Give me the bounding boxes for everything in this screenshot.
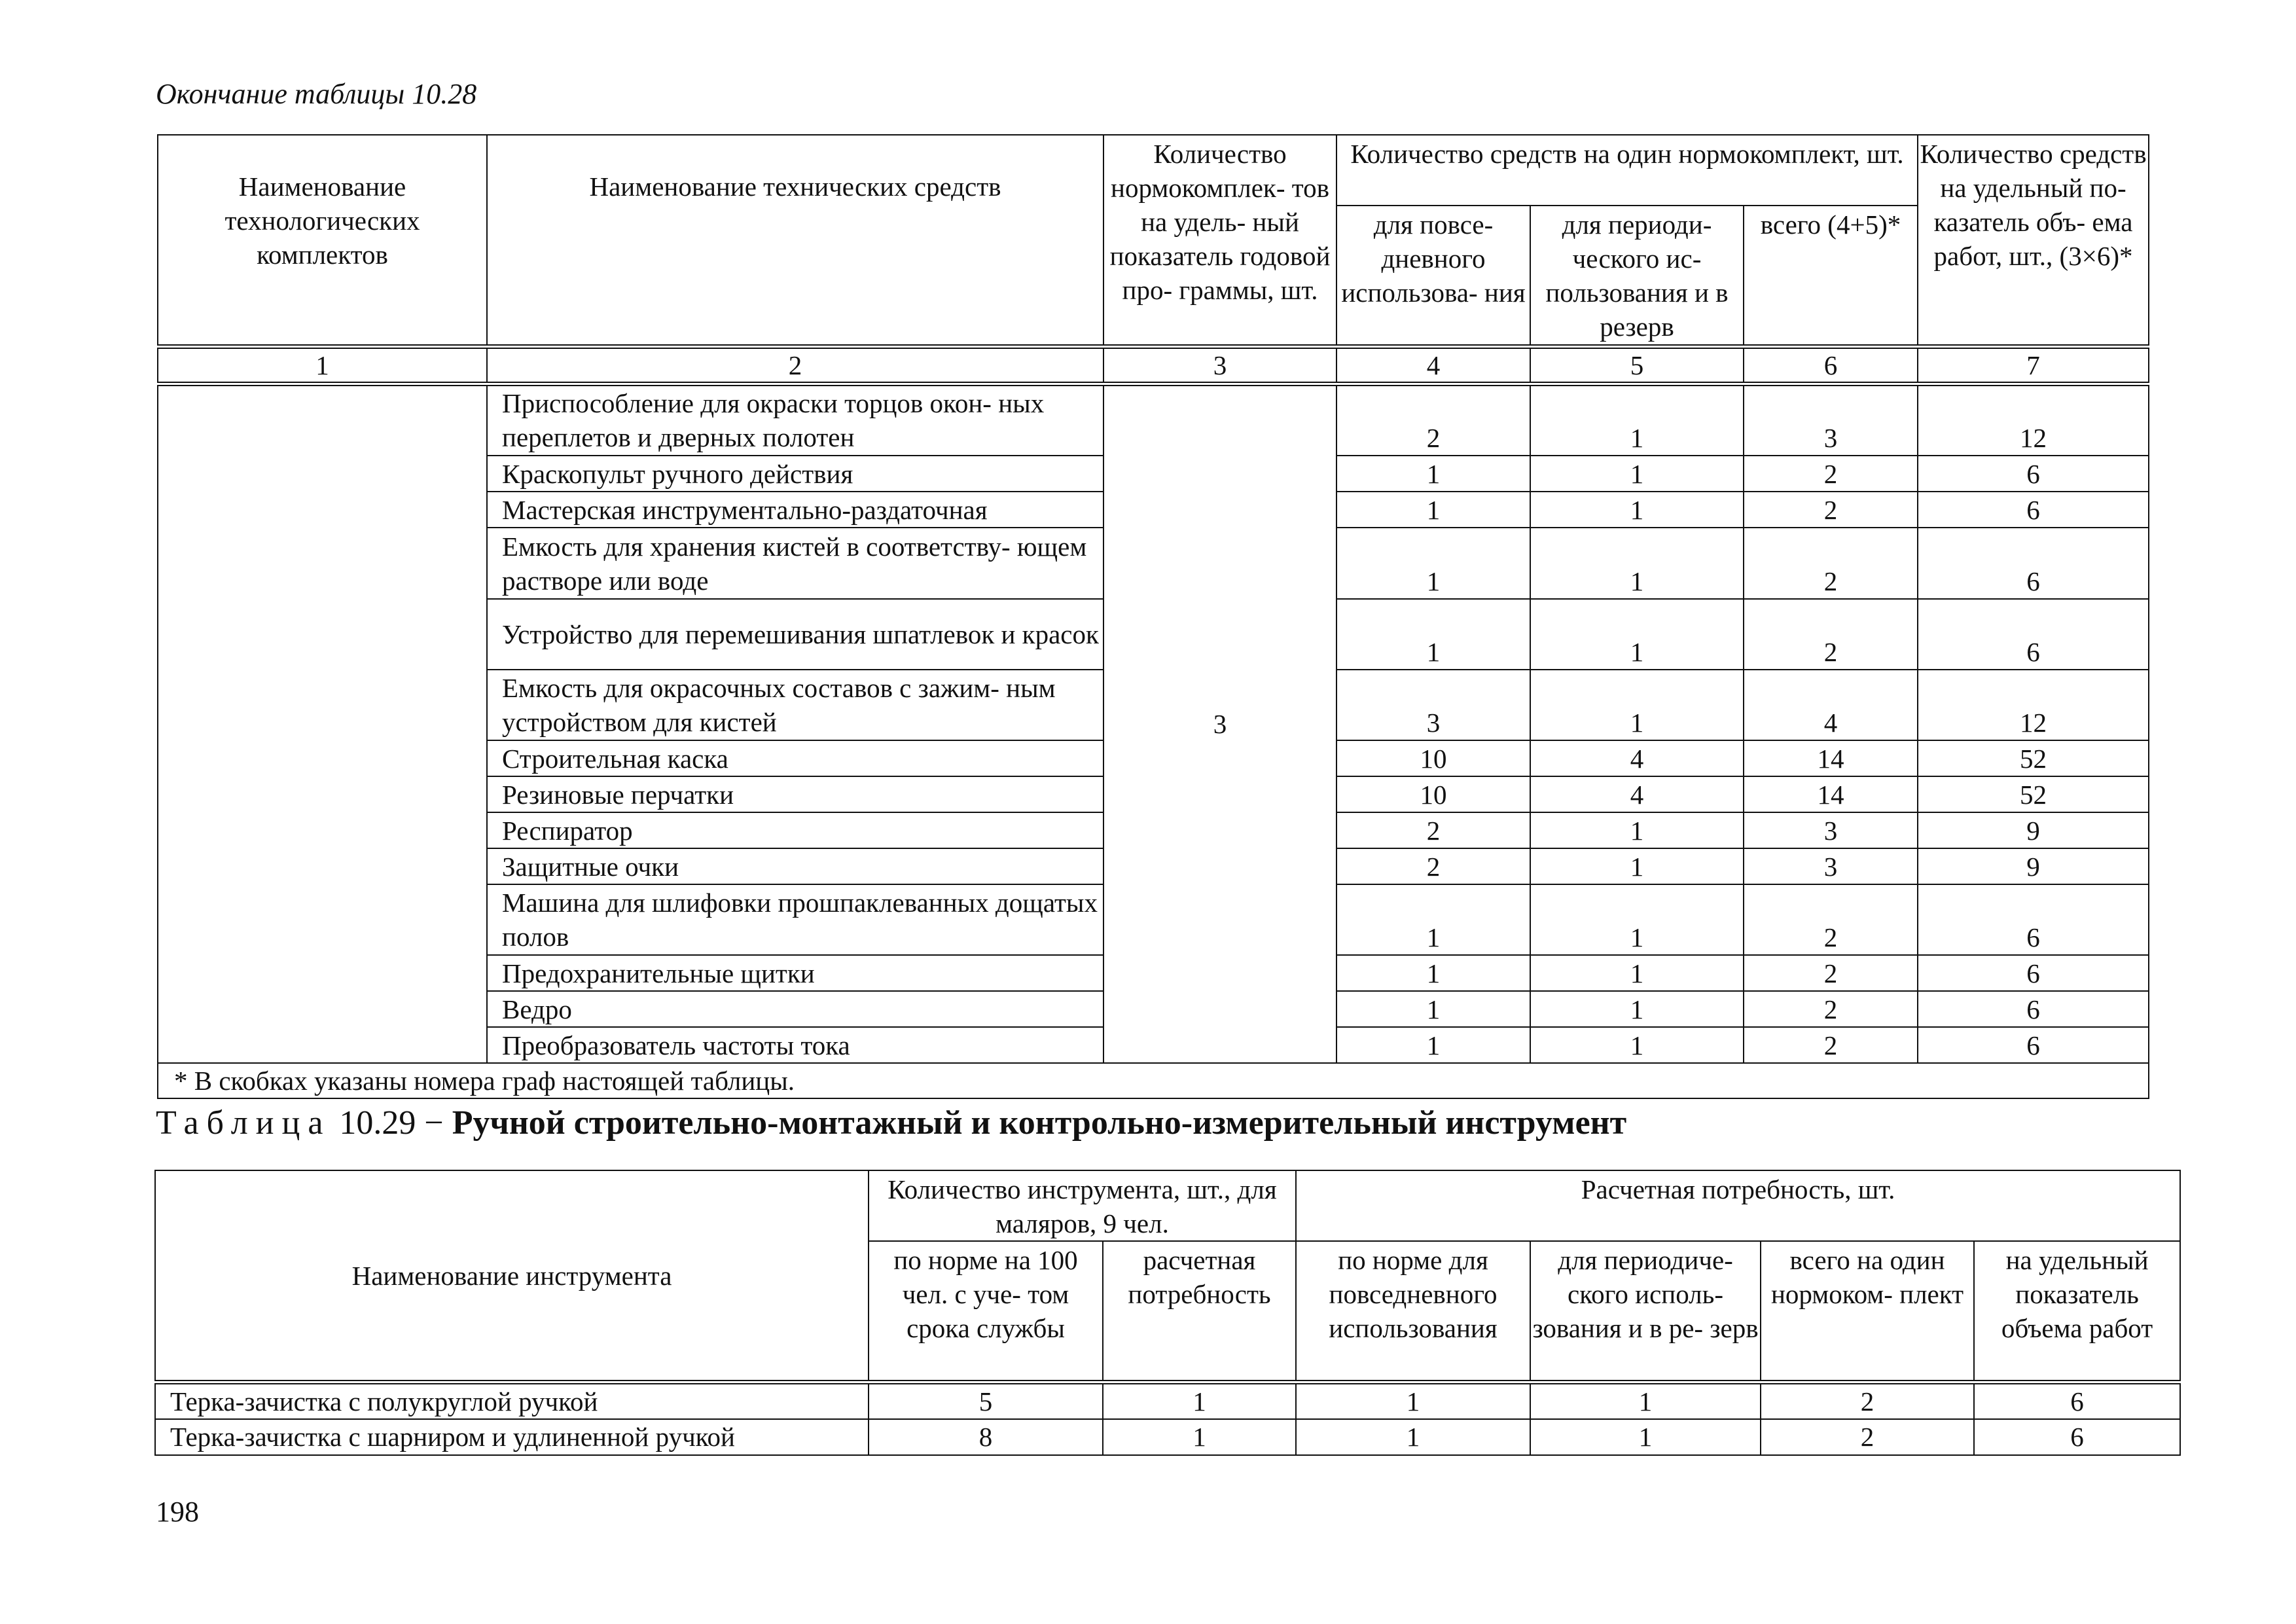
row-c5: 1 xyxy=(1530,955,1744,991)
row-c5: 1 xyxy=(1530,599,1744,670)
row-c5: 1 xyxy=(1530,384,1744,456)
table-10-29-title xyxy=(156,1104,1626,1142)
row-c4: 10 xyxy=(1336,740,1530,776)
row-c6: 6 xyxy=(1974,1382,2180,1419)
column-number: 6 xyxy=(1744,346,1918,384)
row-c7: 52 xyxy=(1918,776,2149,812)
row-name: Защитные очки xyxy=(487,848,1103,884)
row-c5: 1 xyxy=(1530,670,1744,740)
row-name: Терка-зачистка с шарниром и удлиненной ручкой xyxy=(155,1419,869,1455)
row-c4: 10 xyxy=(1336,776,1530,812)
header-tech-complexes: Наименование технологических комплектов xyxy=(158,135,487,346)
row-c6: 2 xyxy=(1744,492,1918,528)
row-c6: 3 xyxy=(1744,812,1918,848)
row-c4: 2 xyxy=(1336,812,1530,848)
row-c7: 6 xyxy=(1918,1027,2149,1063)
row-c6: 2 xyxy=(1744,456,1918,492)
row-c6: 2 xyxy=(1744,1027,1918,1063)
header-calculated-need: Расчетная потребность, шт. xyxy=(1296,1170,2180,1241)
column-number: 4 xyxy=(1336,346,1530,384)
row-c5: 2 xyxy=(1761,1419,1974,1455)
table-number: 10.29 − xyxy=(331,1104,452,1142)
row-c5: 1 xyxy=(1530,812,1744,848)
row-c5: 4 xyxy=(1530,776,1744,812)
row-c4: 1 xyxy=(1336,955,1530,991)
row-c4: 3 xyxy=(1336,670,1530,740)
row-c1: 5 xyxy=(869,1382,1103,1419)
row-c4: 1 xyxy=(1336,884,1530,955)
row-c3: 1 xyxy=(1296,1419,1530,1455)
header-daily-use: для повсе- дневного использова- ния xyxy=(1336,206,1530,346)
table-row xyxy=(155,1382,2180,1419)
row-c6: 2 xyxy=(1744,991,1918,1027)
row-c6: 14 xyxy=(1744,776,1918,812)
row-name: Ведро xyxy=(487,991,1103,1027)
header-daily-norm: по норме для повседневного использования xyxy=(1296,1241,1530,1382)
row-c4: 1 xyxy=(1336,1027,1530,1063)
row-c7: 52 xyxy=(1918,740,2149,776)
row-name: Мастерская инструментально-раздаточная xyxy=(487,492,1103,528)
row-c6: 3 xyxy=(1744,848,1918,884)
header-periodic: для периодиче- ского исполь- зования и в ре- зерв xyxy=(1530,1241,1761,1382)
row-c6: 2 xyxy=(1744,955,1918,991)
row-c5: 1 xyxy=(1530,884,1744,955)
row-c6: 3 xyxy=(1744,384,1918,456)
row-c6: 2 xyxy=(1744,528,1918,599)
row-name: Приспособление для окраски торцов окон- ных переплетов и дверных полотен xyxy=(487,384,1103,456)
row-c7: 6 xyxy=(1918,884,2149,955)
column-number: 7 xyxy=(1918,346,2149,384)
row-name: Краскопульт ручного действия xyxy=(487,456,1103,492)
row-c4: 2 xyxy=(1336,848,1530,884)
table-title-bold: Ручной строительно-монтажный и контрольно-измерительный инструмент xyxy=(452,1104,1627,1142)
row-c5: 4 xyxy=(1530,740,1744,776)
row-name: Преобразователь частоты тока xyxy=(487,1027,1103,1063)
row-c5: 2 xyxy=(1761,1382,1974,1419)
table-10-29 xyxy=(154,1170,2181,1456)
row-c4: 1 xyxy=(1336,492,1530,528)
row-c4: 1 xyxy=(1336,456,1530,492)
table-row xyxy=(155,1419,2180,1455)
row-c2: 1 xyxy=(1103,1419,1296,1455)
row-c4: 2 xyxy=(1336,384,1530,456)
row-c4: 1 xyxy=(1336,991,1530,1027)
header-means-per-volume: Количество средств на удельный по- казатель объ- ема работ, шт., (3×6)* xyxy=(1918,135,2149,346)
continuation-caption: Окончание таблицы 10.28 xyxy=(156,78,477,110)
header-instrument-name: Наименование инструмента xyxy=(155,1170,869,1382)
row-c7: 9 xyxy=(1918,812,2149,848)
page-number: 198 xyxy=(156,1496,199,1528)
row-c6: 6 xyxy=(1974,1419,2180,1455)
row-c7: 12 xyxy=(1918,384,2149,456)
row-c6: 14 xyxy=(1744,740,1918,776)
footnote-row xyxy=(158,1063,2149,1098)
row-name: Машина для шлифовки прошпаклеванных дощатых полов xyxy=(487,884,1103,955)
row-name: Устройство для перемешивания шпатлевок и красок xyxy=(487,599,1103,670)
row-c5: 1 xyxy=(1530,991,1744,1027)
row-c4: 1 xyxy=(1530,1382,1761,1419)
column-number-row xyxy=(158,346,2149,384)
column-number: 2 xyxy=(487,346,1103,384)
header-tech-means: Наименование технических средств xyxy=(487,135,1103,346)
row-name: Терка-зачистка с полукруглой ручкой xyxy=(155,1382,869,1419)
table-footnote: * В скобках указаны номера граф настоящей таблицы. xyxy=(158,1063,2149,1098)
row-c7: 6 xyxy=(1918,991,2149,1027)
row-c7: 6 xyxy=(1918,528,2149,599)
header-per-volume: на удельный показатель объема работ xyxy=(1974,1241,2180,1382)
row-c4: 1 xyxy=(1530,1419,1761,1455)
row-c7: 12 xyxy=(1918,670,2149,740)
row-c3: 1 xyxy=(1296,1382,1530,1419)
row-c5: 1 xyxy=(1530,528,1744,599)
row-c6: 2 xyxy=(1744,884,1918,955)
row-c7: 6 xyxy=(1918,492,2149,528)
row-c6: 2 xyxy=(1744,599,1918,670)
table-10-28 xyxy=(157,134,2149,1099)
header-total-per-kit: всего на один нормоком- плект xyxy=(1761,1241,1974,1382)
column-number: 5 xyxy=(1530,346,1744,384)
row-name: Емкость для окрасочных составов с зажим- ным устройством для кистей xyxy=(487,670,1103,740)
row-c6: 4 xyxy=(1744,670,1918,740)
merged-normokit-count: 3 xyxy=(1103,384,1336,1063)
row-c5: 1 xyxy=(1530,492,1744,528)
row-name: Емкость для хранения кистей в соответству- ющем растворе или воде xyxy=(487,528,1103,599)
column-number: 1 xyxy=(158,346,487,384)
row-name: Строительная каска xyxy=(487,740,1103,776)
complex-name-cell xyxy=(158,384,487,1063)
row-c7: 6 xyxy=(1918,955,2149,991)
header-total: всего (4+5)* xyxy=(1744,206,1918,346)
header-instrument-count: Количество инструмента, шт., для маляров, 9 чел. xyxy=(869,1170,1296,1241)
row-c4: 1 xyxy=(1336,528,1530,599)
row-c5: 1 xyxy=(1530,456,1744,492)
row-name: Респиратор xyxy=(487,812,1103,848)
row-c7: 6 xyxy=(1918,599,2149,670)
column-number: 3 xyxy=(1103,346,1336,384)
table-label: Таблица xyxy=(156,1104,331,1142)
table-row xyxy=(158,384,2149,456)
header-normokit-count: Количество нормокомплек- тов на удель- ный показатель годовой про- граммы, шт. xyxy=(1103,135,1336,346)
header-means-per-kit: Количество средств на один нормокомплект, шт. xyxy=(1336,135,1918,206)
row-c1: 8 xyxy=(869,1419,1103,1455)
header-norm-100: по норме на 100 чел. с уче- том срока службы xyxy=(869,1241,1103,1382)
header-calculated: расчетная потребность xyxy=(1103,1241,1296,1382)
row-c5: 1 xyxy=(1530,1027,1744,1063)
row-c7: 6 xyxy=(1918,456,2149,492)
row-c7: 9 xyxy=(1918,848,2149,884)
row-c5: 1 xyxy=(1530,848,1744,884)
header-periodic-use: для периоди- ческого ис- пользования и в резерв xyxy=(1530,206,1744,346)
row-name: Предохранительные щитки xyxy=(487,955,1103,991)
row-c4: 1 xyxy=(1336,599,1530,670)
row-name: Резиновые перчатки xyxy=(487,776,1103,812)
row-c2: 1 xyxy=(1103,1382,1296,1419)
